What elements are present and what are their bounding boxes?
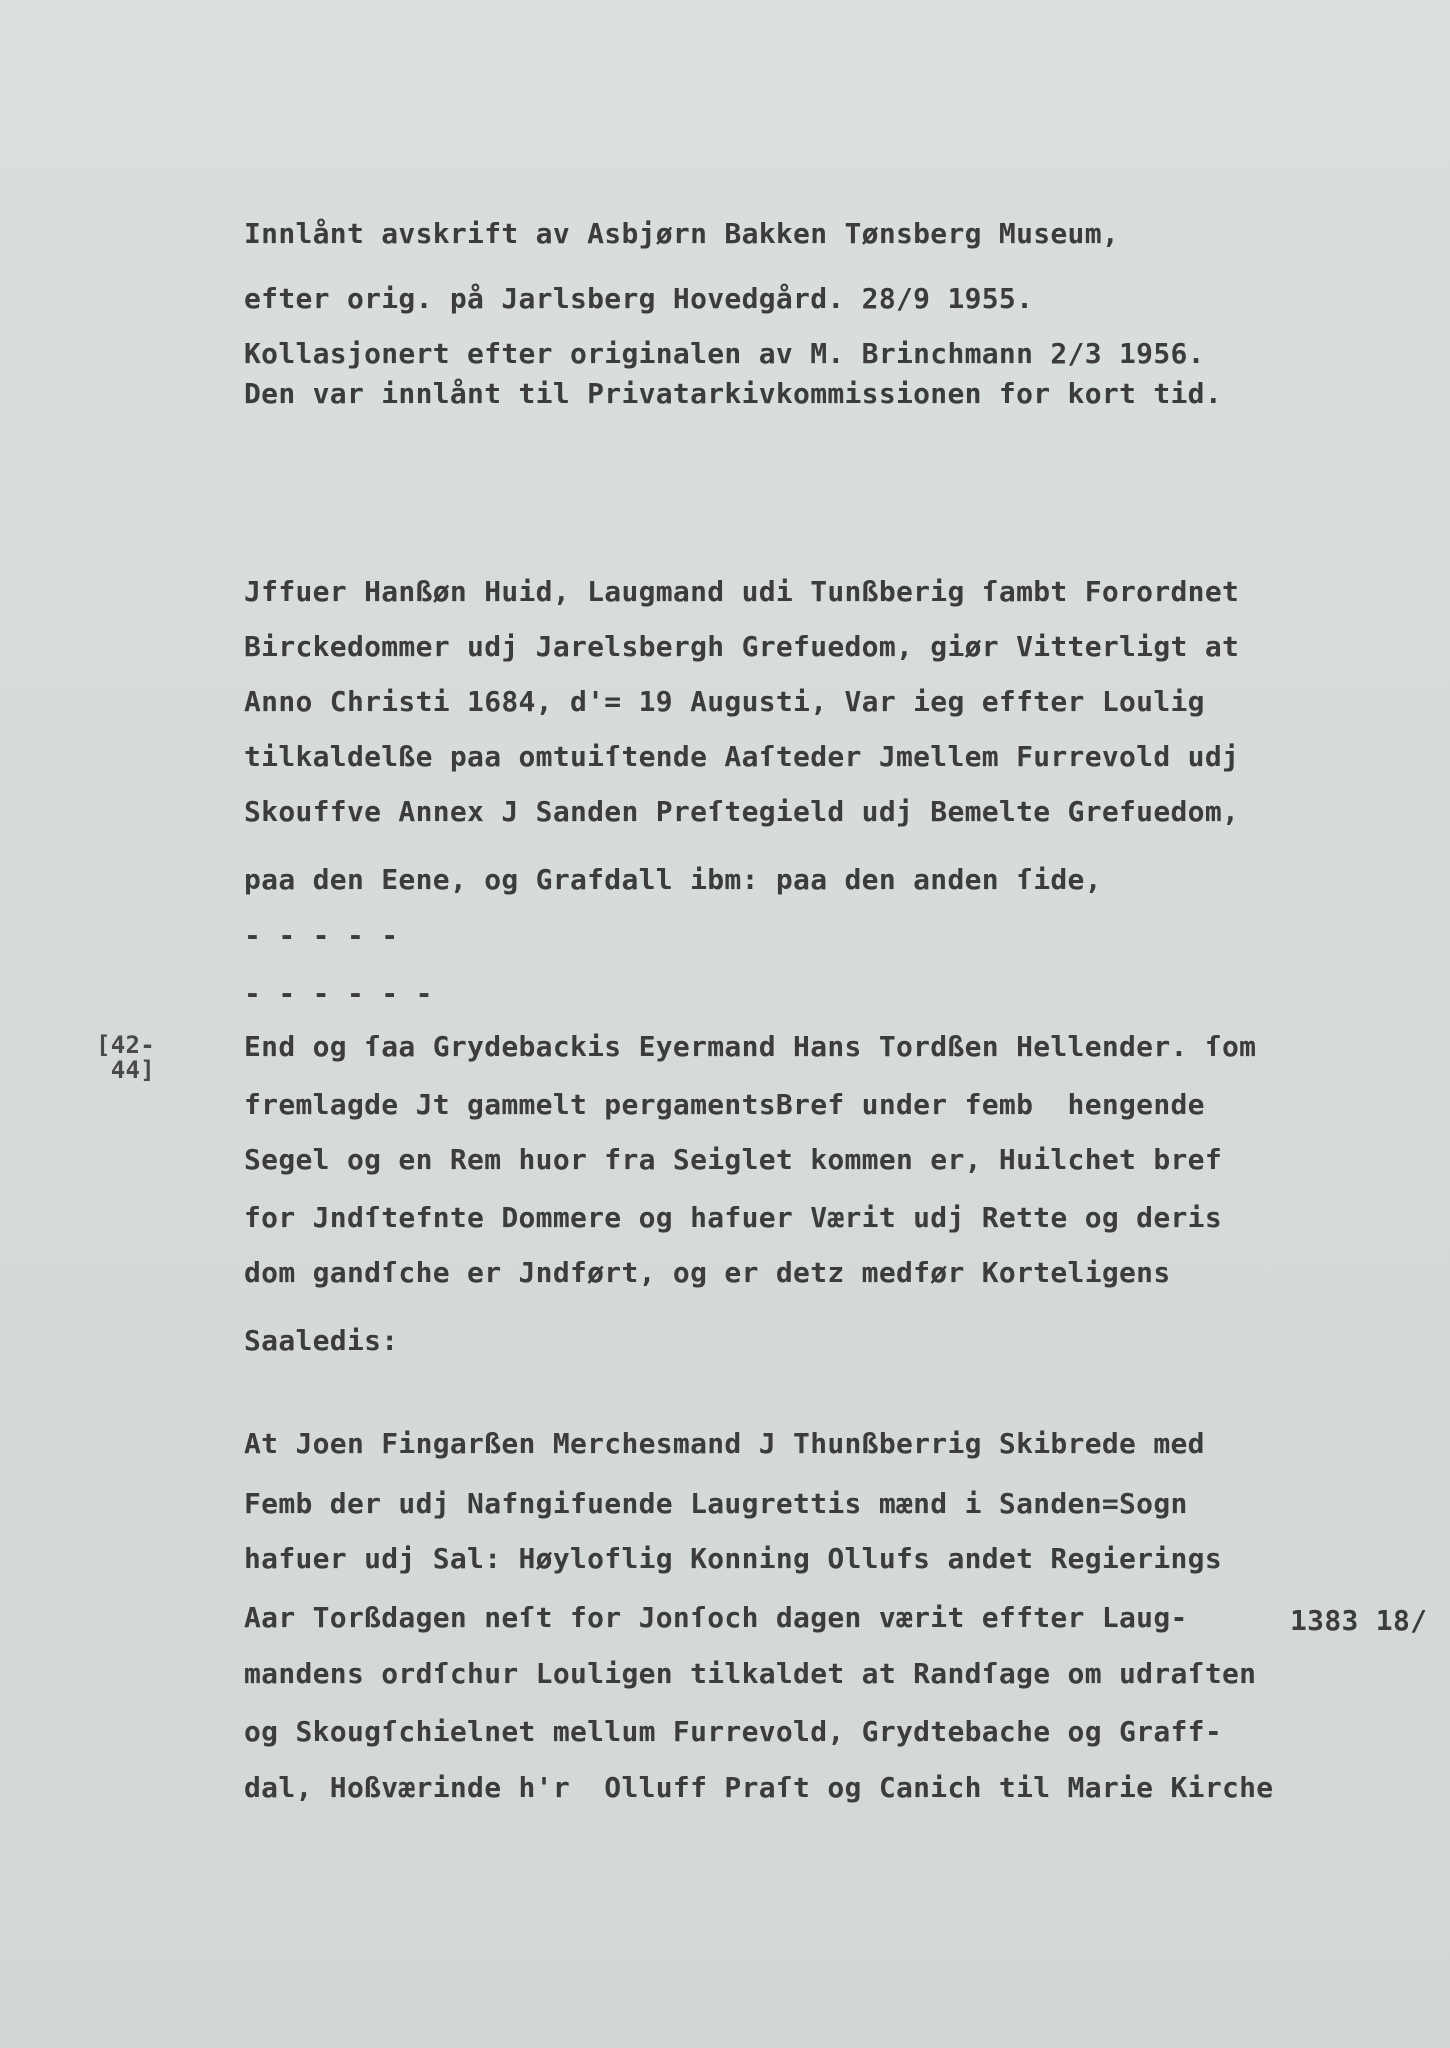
paragraph3-line-3: hafuer udj Sal: Høyloflig Konning Ollufs andet Regierings bbox=[244, 1542, 1222, 1575]
paragraph3-line-4: Aar Torßdagen neſt for Jonſoch dagen værit effter Laug- bbox=[244, 1601, 1188, 1634]
paragraph1-line-3: Anno Christi 1684, d'= 19 Augusti, Var ieg effter Loulig bbox=[244, 685, 1205, 718]
margin-note: [42- 44] bbox=[96, 1031, 155, 1085]
paragraph1-line-1: Jffuer Hanßøn Huid, Laugmand udi Tunßberig ſambt Forordnet bbox=[244, 575, 1240, 608]
header-line-4: Den var innlånt til Privatarkivkommissionen for kort tid. bbox=[244, 377, 1222, 410]
paragraph2-line-1: End og ſaa Grydebackis Eyermand Hans Tordßen Hellender. ſom bbox=[244, 1030, 1257, 1063]
paragraph3-line-1: At Joen Fingarßen Merchesmand J Thunßberrig Skibrede med bbox=[244, 1427, 1205, 1460]
dash-line-1: - - - - - bbox=[244, 919, 399, 952]
paragraph1-line-6: paa den Eene, og Grafdall ibm: paa den anden ſide, bbox=[244, 863, 1102, 896]
paragraph1-line-5: Skouffve Annex J Sanden Preſtegield udj Bemelte Grefuedom, bbox=[244, 795, 1240, 828]
paragraph3-line-2: Femb der udj Nafngifuende Laugrettis mænd i Sanden=Sogn bbox=[244, 1487, 1188, 1520]
paragraph3-line-7: dal, Hoßværinde h'r Olluff Praſt og Canich til Marie Kirche bbox=[244, 1771, 1274, 1804]
header-line-3: Kollasjonert efter originalen av M. Brinchmann 2/3 1956. bbox=[244, 337, 1205, 370]
paragraph3-line-5: mandens ordſchur Louligen tilkaldet at Randſage om udraſten bbox=[244, 1657, 1257, 1690]
right-margin-note: 1383 18/ bbox=[1290, 1604, 1428, 1637]
paragraph3-line-6: og Skougſchielnet mellum Furrevold, Grydtebache og Graff- bbox=[244, 1715, 1222, 1748]
paragraph1-line-4: tilkaldelße paa omtuiſtende Aaſteder Jmellem Furrevold udj bbox=[244, 740, 1240, 773]
paragraph2-line-6: Saaledis: bbox=[244, 1324, 399, 1357]
paragraph1-line-2: Birckedommer udj Jarelsbergh Grefuedom, giør Vitterligt at bbox=[244, 630, 1240, 663]
header-line-2: efter orig. på Jarlsberg Hovedgård. 28/9 1955. bbox=[244, 282, 1034, 315]
paragraph2-line-2: fremlagde Jt gammelt pergamentsBref under femb hengende bbox=[244, 1088, 1205, 1121]
dash-line-2: - - - - - - bbox=[244, 977, 433, 1010]
paragraph2-line-4: for Jndſtefnte Dommere og hafuer Værit udj Rette og deris bbox=[244, 1201, 1222, 1234]
paragraph2-line-3: Segel og en Rem huor fra Seiglet kommen er, Huilchet bref bbox=[244, 1143, 1222, 1176]
header-line-1: Innlånt avskrift av Asbjørn Bakken Tønsberg Museum, bbox=[244, 217, 1120, 250]
paragraph2-line-5: dom gandſche er Jndført, og er detz medfør Korteligens bbox=[244, 1256, 1171, 1289]
